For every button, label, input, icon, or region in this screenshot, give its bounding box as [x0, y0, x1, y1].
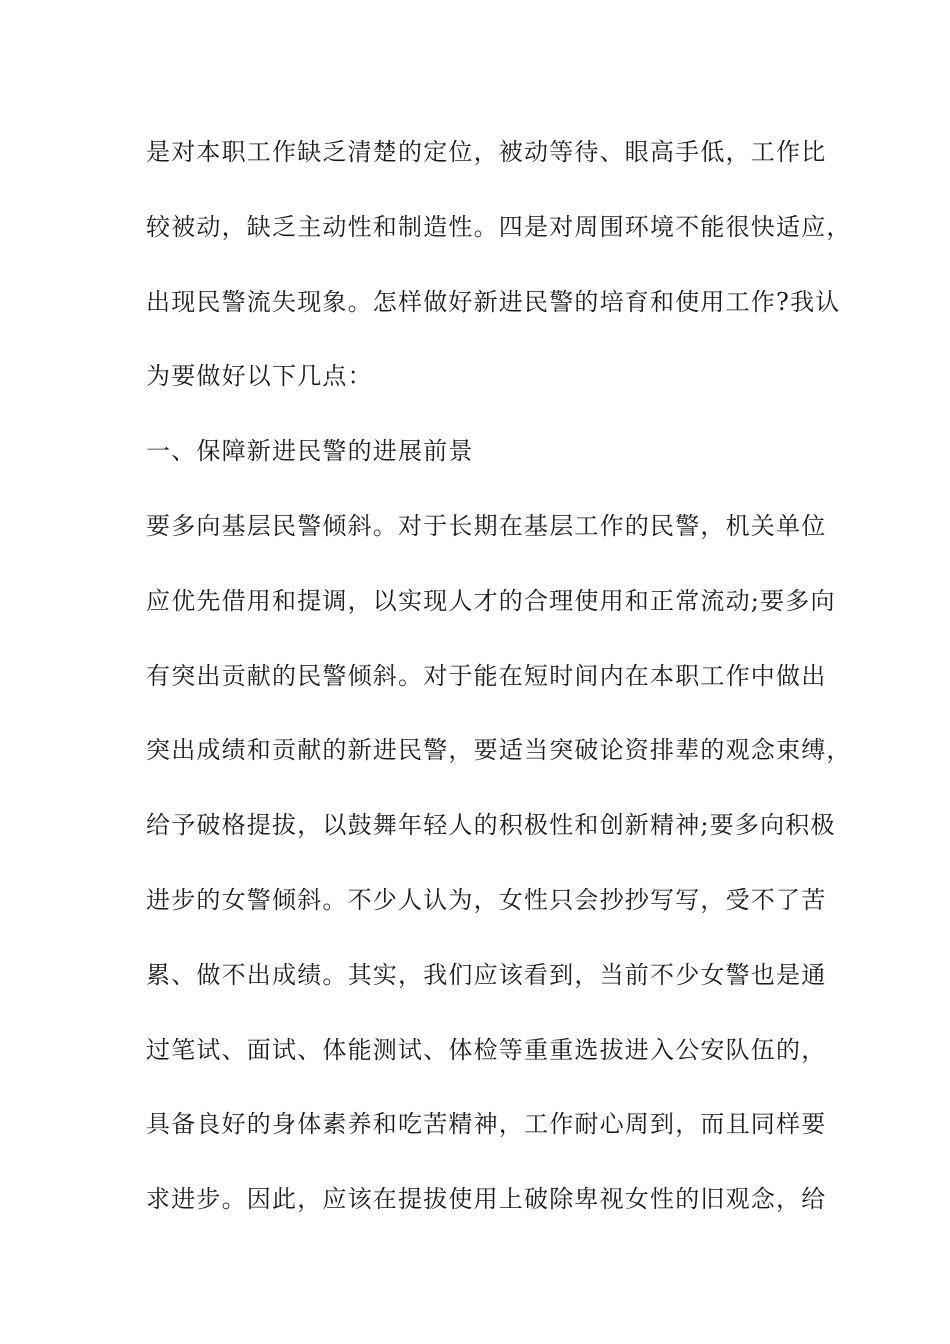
text-line-7: 应优先借用和提调，以实现人才的合理使用和正常流动;要多向 — [146, 586, 836, 615]
text-line-13: 过笔试、面试、体能测试、体检等重重选拔进入公安队伍的， — [146, 1035, 827, 1064]
text-line-8: 有突出贡献的民警倾斜。对于能在短时间内在本职工作中做出 — [146, 661, 827, 690]
text-line-15: 求进步。因此，应该在提拔使用上破除卑视女性的旧观念，给 — [146, 1185, 827, 1214]
text-line-10: 给予破格提拔，以鼓舞年轻人的积极性和创新精神;要多向积极 — [146, 811, 836, 840]
text-line-12: 累、做不出成绩。其实，我们应该看到，当前不少女警也是通 — [146, 960, 827, 989]
text-line-11: 进步的女警倾斜。不少人认为，女性只会抄抄写写，受不了苦 — [146, 885, 827, 914]
text-line-4: 为要做好以下几点： — [146, 362, 373, 391]
text-line-2: 较被动，缺乏主动性和制造性。四是对周围环境不能很快适应， — [146, 212, 852, 241]
text-line-6: 要多向基层民警倾斜。对于长期在基层工作的民警，机关单位 — [146, 511, 827, 540]
body-text — [146, 126, 852, 1248]
text-line-1: 是对本职工作缺乏清楚的定位，被动等待、眼高手低，工作比 — [146, 138, 827, 166]
section-heading: 一、保障新进民警的进展前景 — [146, 437, 474, 466]
text-line-14: 具备良好的身体素养和吃苦精神，工作耐心周到，而且同样要 — [146, 1110, 827, 1139]
text-line-9: 突出成绩和贡献的新进民警，要适当突破论资排辈的观念束缚， — [146, 736, 852, 765]
text-line-3: 出现民警流失现象。怎样做好新进民警的培育和使用工作?我认 — [146, 287, 841, 316]
